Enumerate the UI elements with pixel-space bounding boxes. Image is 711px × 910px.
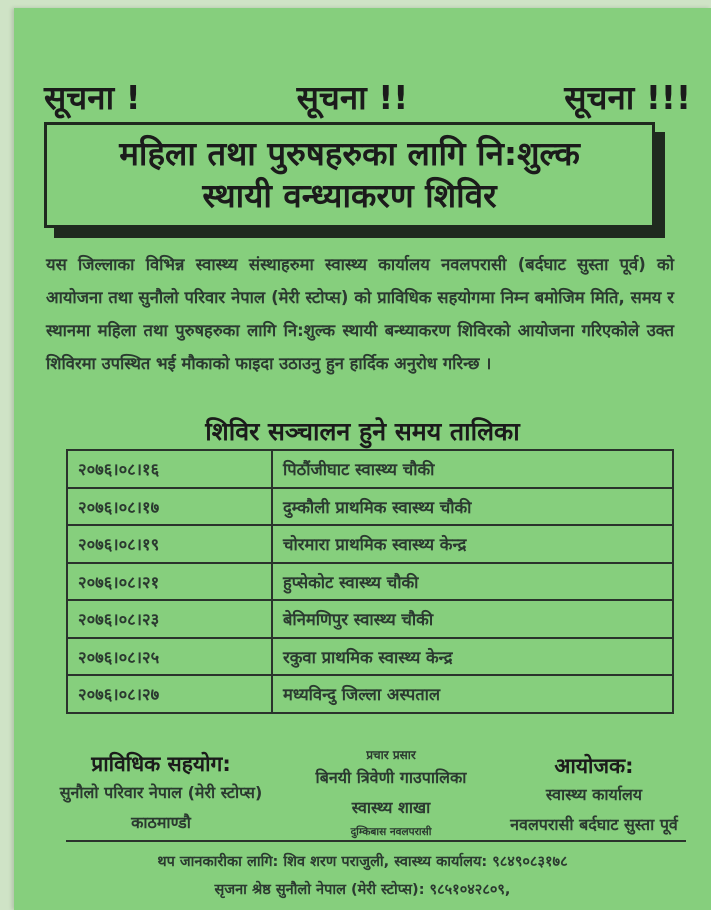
- organizer-line-2: नवलपरासी बर्दघाट सुस्ता पूर्व: [510, 815, 678, 834]
- place-cell: बेनिमणिपुर स्वास्थ्य चौकी: [272, 600, 673, 638]
- title-line-2: स्थायी वन्ध्याकरण शिविर: [202, 176, 497, 215]
- intro-paragraph: यस जिल्लाका विभिन्न स्वास्थ्य संस्थाहरुमा स्वास्थ्य कार्यालय नवलपरासी (बर्दघाट सुस्ता पूर्व) को आयोजना तथा सुनौलो परिवार नेपाल (मेरी स्टोप्स) को प्राविधिक सहयोगमा निम्न बमोजिम मिति, समय र स्थानमा महिला तथा पुरुषहरुका लागि नि:शुल्क स्थायी बन्ध्याकरण शिविरको आयोजना गरिएकोले उक्त शिविरमा उपस्थित भई मौकाको फाइदा उठाउनु हुन हार्दिक अनुरोध गरिन्छ ।: [46, 255, 674, 373]
- footer-line-2: सृजना श्रेष्ठ सुनौलो नेपाल (मेरी स्टोप्स): ९८५१०४२८०९,: [214, 882, 511, 898]
- organizer-line-1: स्वास्थ्य कार्यालय: [545, 785, 643, 804]
- place-cell: दुम्कौली प्राथमिक स्वास्थ्य चौकी: [272, 488, 673, 526]
- table-row: [67, 563, 673, 601]
- date-cell: २०७६।०८।१७: [67, 488, 272, 526]
- footer-contact: [14, 848, 711, 904]
- date-cell: २०७६।०८।१९: [67, 525, 272, 563]
- footer-line-1: थप जानकारीका लागि: शिव शरण पराजुली, स्वास्थ्य कार्यालय: ९८४९०८३१७८: [157, 854, 568, 870]
- notice-header: [44, 74, 691, 119]
- date-cell: २०७६।०८।२५: [67, 638, 272, 676]
- date-cell: २०७६।०८।२७: [67, 675, 272, 713]
- title-box-inner: [44, 122, 655, 228]
- notice-label-2: सूचना !!: [296, 78, 409, 117]
- schedule-table: [66, 449, 674, 714]
- date-cell: २०७६।०८।१६: [67, 450, 272, 488]
- technical-support-heading: प्राविधिक सहयोग:: [91, 752, 231, 776]
- title-line-1: महिला तथा पुरुषहरुका लागि नि:शुल्क: [119, 134, 580, 173]
- table-row: [67, 488, 673, 526]
- publicity-heading: प्रचार प्रसार: [366, 748, 416, 762]
- date-cell: २०७६।०८।२३: [67, 600, 272, 638]
- table-row: [67, 638, 673, 676]
- place-cell: हुप्सेकोट स्वास्थ्य चौकी: [272, 563, 673, 601]
- date-cell: २०७६।०८।२१: [67, 563, 272, 601]
- technical-support-line-2: काठमाण्डौ: [131, 813, 191, 832]
- place-cell: पिठौंजीघाट स्वास्थ्य चौकी: [272, 450, 673, 488]
- place-cell: मध्यविन्दु जिल्ला अस्पताल: [272, 675, 673, 713]
- title-box: [44, 122, 655, 228]
- table-row: [67, 600, 673, 638]
- publicity-block: [286, 746, 496, 839]
- publicity-line-3: दुम्किबास नवलपरासी: [350, 826, 432, 838]
- organizer-block: [484, 752, 704, 840]
- publicity-line-2: स्वास्थ्य शाखा: [351, 798, 431, 817]
- table-row: [67, 525, 673, 563]
- footer-divider: [66, 840, 686, 842]
- schedule-title: शिविर सञ्चालन हुने समय तालिका: [205, 417, 520, 446]
- notice-label-1: सूचना !: [44, 78, 141, 117]
- notice-label-3: सूचना !!!: [564, 78, 691, 117]
- technical-support-line-1: सुनौलो परिवार नेपाल (मेरी स्टोप्स): [59, 783, 263, 802]
- publicity-line-1: बिनयी त्रिवेणी गाउपालिका: [315, 768, 467, 787]
- organizer-heading: आयोजक:: [554, 754, 634, 778]
- technical-support-block: [36, 750, 286, 838]
- table-row: [67, 450, 673, 488]
- table-row: [67, 675, 673, 713]
- place-cell: रकुवा प्राथमिक स्वास्थ्य केन्द्र: [272, 638, 673, 676]
- place-cell: चोरमारा प्राथमिक स्वास्थ्य केन्द्र: [272, 525, 673, 563]
- notice-sheet: [14, 8, 711, 910]
